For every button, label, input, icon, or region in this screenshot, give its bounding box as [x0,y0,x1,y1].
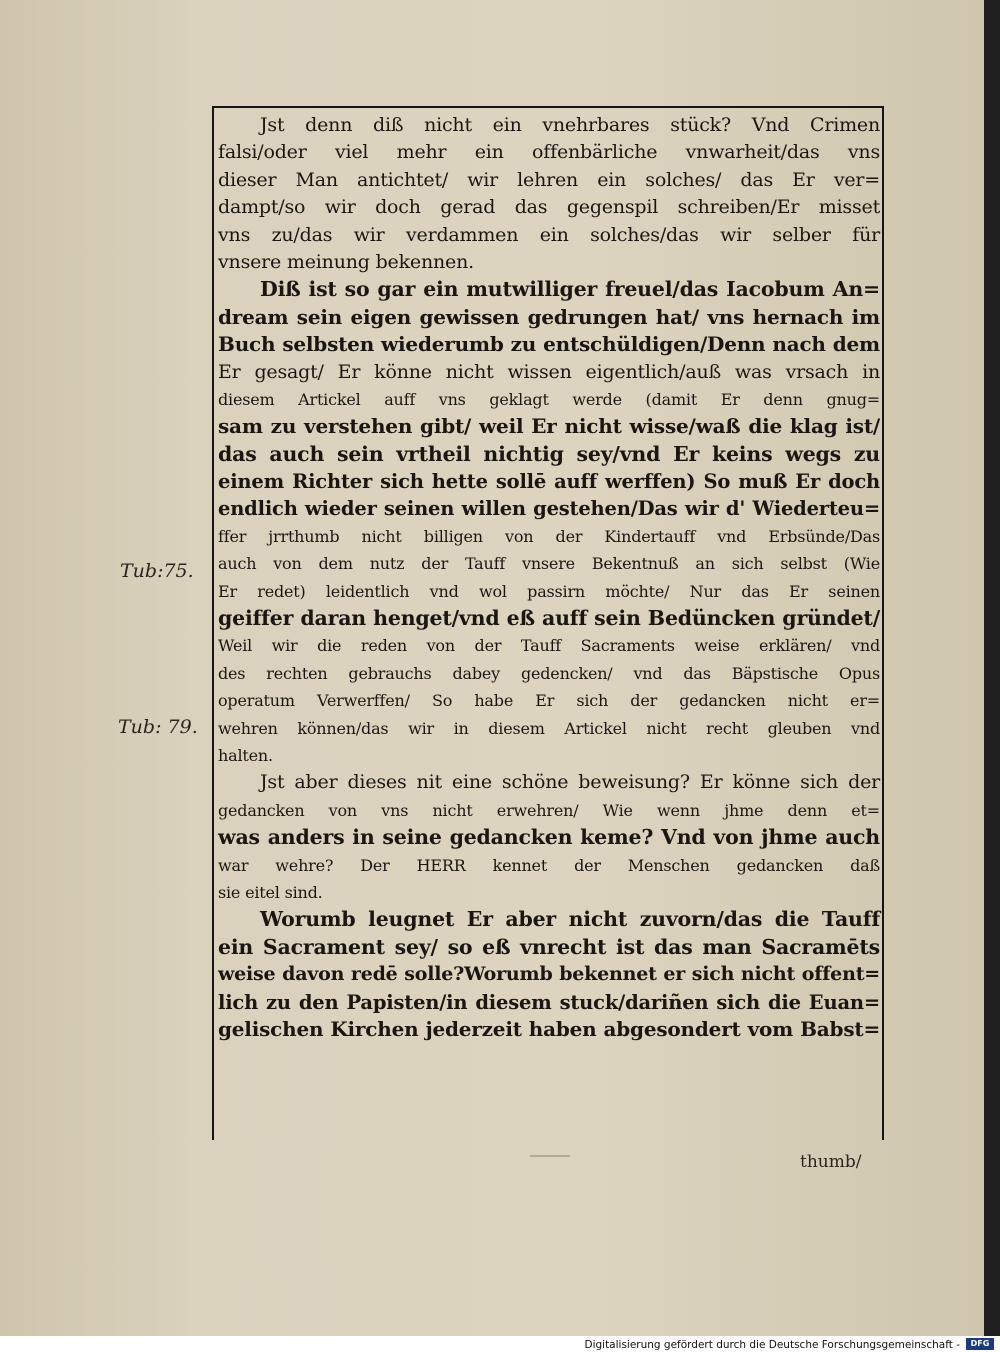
text-line-content: Jst denn diß nicht ein vnehrbares stück? Vnd Crimen [260,114,880,136]
text-line [218,222,880,249]
text-line [218,742,880,769]
text-line-content: weise davon redē solle?Worumb bekennet er sich nicht offent= [218,963,880,986]
margin-note: Tub:75. [120,560,194,582]
text-line [218,413,880,440]
text-line [218,112,880,139]
text-line [218,386,880,413]
text-line-content: geiffer daran henget/vnd eß auff sein Bedüncken gründet/ [218,606,880,631]
text-line-content: Er redet) leidentlich vnd wol passirn möchte/ Nur das Er seinen [218,581,880,601]
text-line-content: auch von dem nutz der Tauff vnsere Bekentnuß an sich selbst (Wie [218,554,880,574]
margin-note: Tub: 79. [118,716,198,738]
text-line [218,359,880,386]
text-line-content: sie eitel sind. [218,882,323,902]
catchword: thumb/ [800,1152,862,1172]
text-line [218,906,880,933]
text-line-content: falsi/oder viel mehr ein offenbärliche vnwarheit/das vns [218,141,880,164]
dfg-logo-icon: DFG [966,1338,994,1350]
funding-credit: Digitalisierung gefördert durch die Deutsche Forschungsgemeinschaft - [584,1339,960,1351]
text-line-content: Worumb leugnet Er aber nicht zuvorn/das die Tauff [260,907,880,932]
text-line-content: Diß ist so gar ein mutwilliger freuel/das Iacobum An= [260,277,880,302]
text-line-content: ein Sacrament sey/ so eß vnrecht ist das man Sacramēts [218,934,880,959]
text-line [218,934,880,961]
text-line-content: dream sein eigen gewissen gedrungen hat/ vns hernach im [218,304,880,329]
main-text-block [218,112,880,1043]
text-line [218,660,880,687]
text-line [218,249,880,276]
text-line [218,687,880,714]
text-line-content: was anders in seine gedancken keme? Vnd von jhme auch [218,825,880,850]
text-line-content: endlich wieder seinen willen gestehen/Das wir d' Wiederteu= [218,497,880,521]
text-line-content: des rechten gebrauchs dabey gedencken/ vnd das Bäpstische Opus [218,663,880,683]
text-line-content: halten. [218,745,273,765]
text-line-content: das auch sein vrtheil nichtig sey/vnd Er keins wegs zu [218,441,880,466]
text-line [218,824,880,851]
text-line-content: war wehre? Der HERR kennet der Menschen gedancken daß [218,855,880,875]
text-line-content: wehren können/das wir in diesem Artickel nicht recht gleuben vnd [218,718,880,738]
text-line-content: gelischen Kirchen jederzeit haben abgesondert vom Babst= [218,1016,880,1041]
text-line [218,769,880,796]
text-line [218,578,880,605]
text-line-content: Er gesagt/ Er könne nicht wissen eigentlich/auß was vrsach in [218,360,880,383]
text-line [218,523,880,550]
text-line-content: einem Richter sich hette sollē auff werffen) So muß Er doch [218,470,880,494]
text-line [218,331,880,358]
text-line-content: operatum Verwerffen/ So habe Er sich der gedancken nicht er= [218,691,880,711]
text-line [218,468,880,495]
text-line-content: lich zu den Papisten/in diesem stuck/dariñen sich die Euan= [218,990,880,1014]
text-line-content: diesem Artickel auff vns geklagt werde (damit Er denn gnug= [218,389,880,409]
text-line-content: Weil wir die reden von der Tauff Sacraments weise erklären/ vnd [218,636,880,656]
text-line [218,797,880,824]
text-line [218,1016,880,1043]
text-line [218,632,880,659]
text-line [218,495,880,522]
scan-edge [984,0,1000,1336]
text-line-content: dieser Man antichtet/ wir lehren ein solches/ das Er ver= [218,168,880,191]
text-line [218,550,880,577]
text-line-content: Buch selbsten wiederumb zu entschüldigen/Denn nach dem [218,332,880,357]
text-line [218,276,880,303]
text-line-content: Jst aber dieses nit eine schöne beweisung? Er könne sich der [260,771,880,794]
text-line [218,194,880,221]
text-line [218,961,880,988]
text-line [218,441,880,468]
text-line [218,605,880,632]
text-line [218,304,880,331]
text-line-content: vns zu/das wir verdammen ein solches/das wir selber für [218,223,880,246]
footer-bar [0,1336,1000,1352]
text-line-content: gedancken von vns nicht erwehren/ Wie wenn jhme denn et= [218,800,880,820]
paper-blemish [530,1155,570,1157]
text-line [218,715,880,742]
text-line [218,989,880,1016]
text-line [218,167,880,194]
text-line-content: vnsere meinung bekennen. [218,250,474,273]
text-line-content: dampt/so wir doch gerad das gegenspil schreiben/Er misset [218,196,880,219]
text-line [218,139,880,166]
text-line [218,879,880,906]
text-line [218,852,880,879]
text-line-content: ffer jrrthumb nicht billigen von der Kindertauff vnd Erbsünde/Das [218,526,880,546]
text-line-content: sam zu verstehen gibt/ weil Er nicht wisse/waß die klag ist/ [218,414,880,439]
